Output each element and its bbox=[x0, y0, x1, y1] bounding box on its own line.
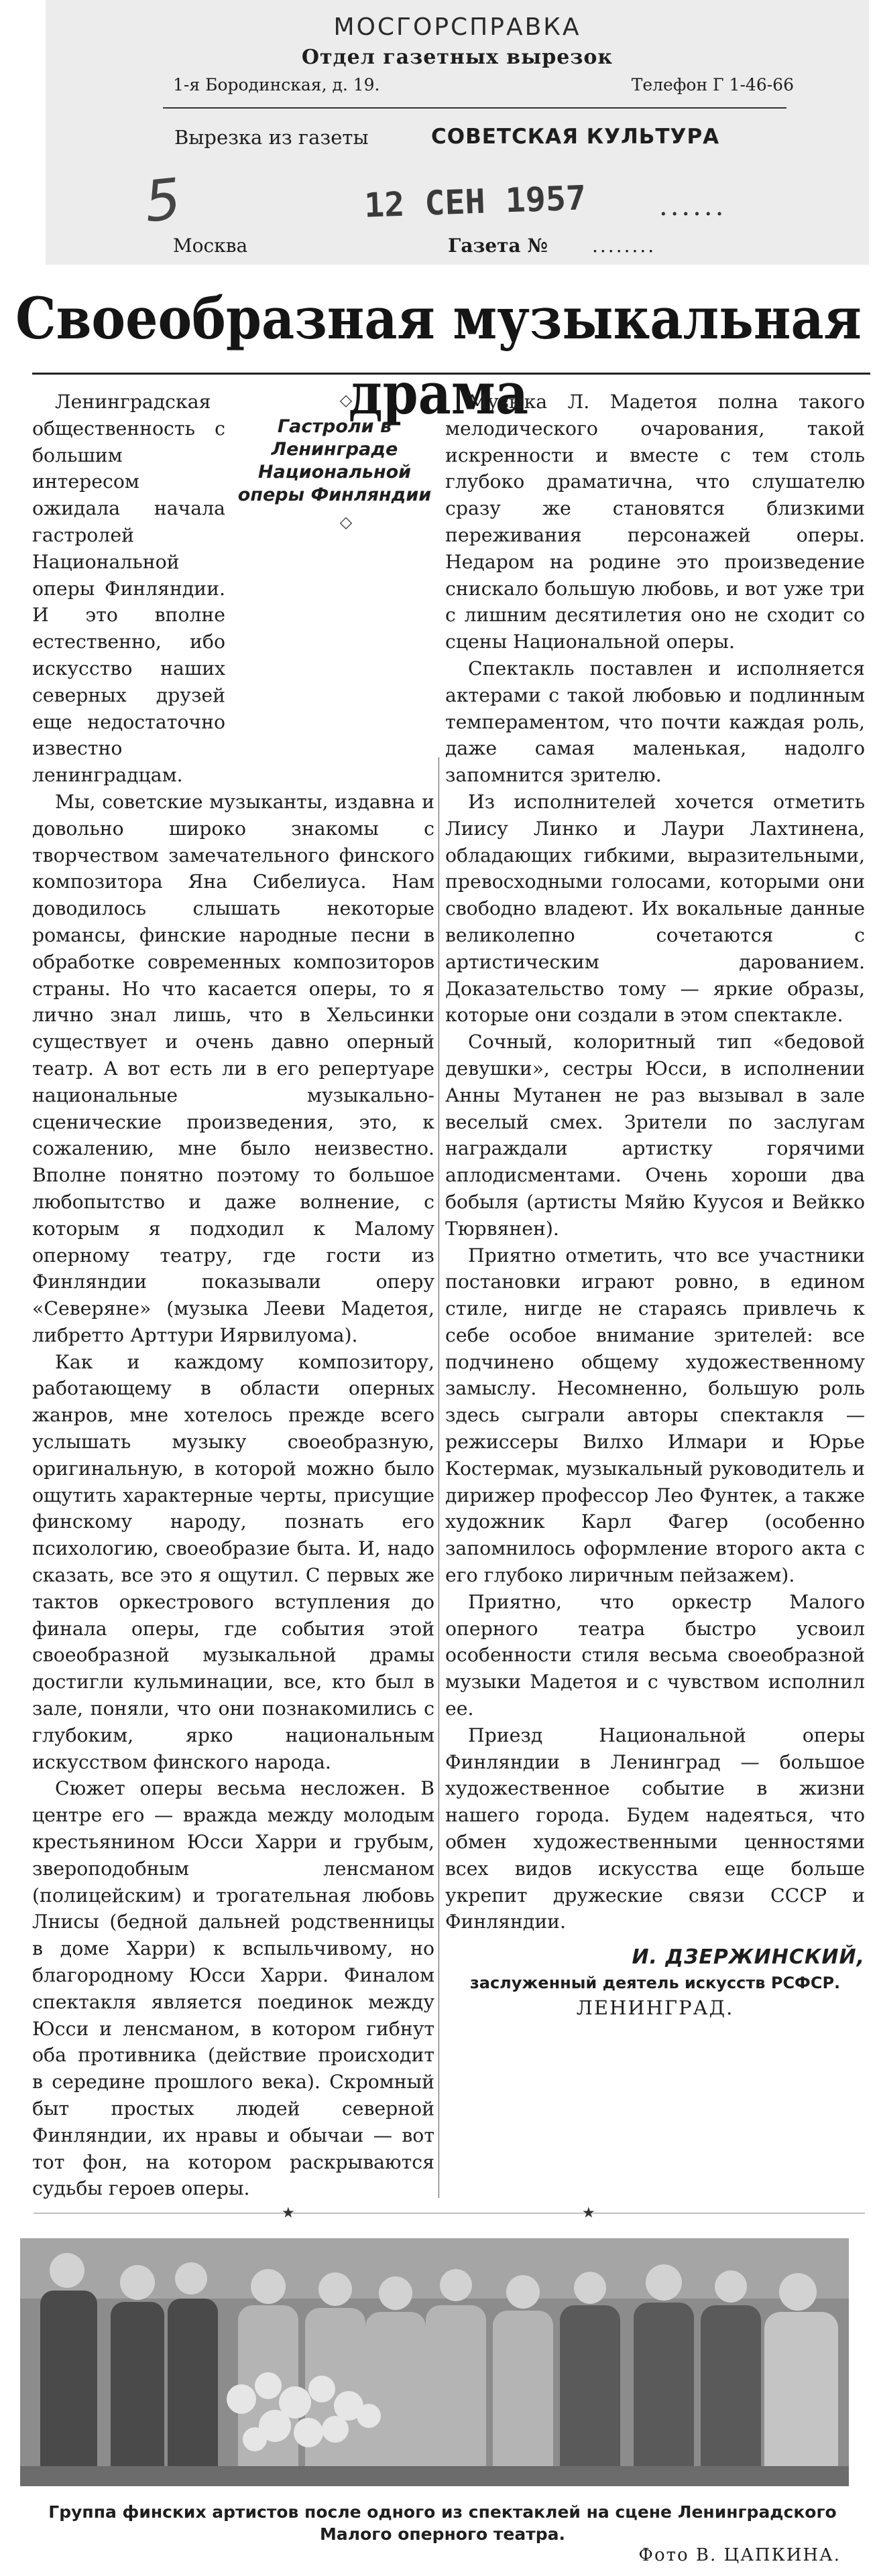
bureau-phone: Телефон Г 1-46-66 bbox=[631, 75, 794, 94]
article-paragraph: Из исполнителей хочется отметить Лиису Линко и Лаури Лахтинена, обладающих гибкими, выразительными, превосходными голосами, которыми они свободно владеют. Их вокальные данные великолепно сочетаются с артистическим дарованием. Доказательство тому — яркие образы, которые они создали в этом спектакле. bbox=[445, 790, 865, 1027]
handwritten-number: 5 bbox=[141, 166, 184, 235]
star-icon: ★ bbox=[582, 2205, 595, 2221]
article-paragraph: Приятно, что оркестр Малого оперного театра быстро усвоил особенности стиля весьма своеобразной музыки Мадетоя и с чувством исполнил ее. bbox=[445, 1590, 865, 1720]
newspaper-source: СОВЕТСКАЯ КУЛЬТУРА bbox=[431, 125, 720, 149]
clip-label: Вырезка из газеты bbox=[174, 126, 369, 149]
bureau-name: МОСГОРСПРАВКА bbox=[333, 13, 581, 41]
article-paragraph: Спектакль поставлен и исполняется актерами с такой любовью и подлинным темпераментом, что почти каждая роль, даже самая маленькая, надолго запомнится зрителю. bbox=[445, 657, 865, 787]
article-paragraph: Сочный, колоритный тип «бедовой девушки», сестры Юсси, в исполнении Анны Мутанен не раз вызывал в зале веселый смех. Зрители по заслугам награждали артистку горячими аплодисментами. Очень хороши два бобыля (артисты Мяйю Куусоя и Вейкко Тюрвянен). bbox=[445, 1031, 865, 1240]
ornament-diamond: ◇ bbox=[339, 391, 353, 409]
city-label: Москва bbox=[173, 235, 248, 257]
article-paragraph: Ленинградская общественность с большим интересом ожидала начала гастролей Национальной оперы Финляндии. И это вполне естественно, ибо искусство наших северных друзей еще недостаточно известно ленинградцам. bbox=[32, 391, 225, 787]
author-signature bbox=[445, 1943, 865, 2021]
photo-credit: Фото В. ЦАПКИНА. bbox=[638, 2545, 841, 2565]
star-icon: ★ bbox=[282, 2205, 295, 2221]
clipping-bureau-slip bbox=[46, 0, 869, 265]
article-column-left bbox=[32, 389, 434, 2200]
article-paragraph: Приезд Национальной оперы Финляндии в Ленинград — большое художественное событие в жизни нашего города. Будем надеяться, что обмен художественными ценностями всех видов искусства еще больше укрепит дружеские связи СССР и Финляндии. bbox=[445, 1724, 865, 1933]
gazeta-number-dots: ........ bbox=[592, 235, 656, 257]
column-separator bbox=[438, 757, 439, 2198]
article-paragraph: Приятно отметить, что все участники постановки играют ровно, в едином стиле, нигде не стараясь привлечь к себе особое внимание зрителей: все подчинено общему художественному замыслу. Несомненно, большую роль здесь сыграли авторы спектакля — режиссеры Вилхо Илмари и Юрье Костермак, музыкальный руководитель и дирижер профессор Лео Фунтек, а также художник Карл Фагер (особенно запомнилось оформление второго акта с его глубоко лиричным пейзажем). bbox=[445, 1244, 866, 1587]
star-divider bbox=[34, 2205, 865, 2225]
headline-rule bbox=[32, 373, 870, 375]
article-paragraph: Сюжет оперы весьма несложен. В центре его — вражда между молодым крестьянином Юсси Харри и грубым, звероподобным ленсманом (полицейским) и трогательная любовь Лнисы (бедной дальней родственницы в доме Харри) к вспыльчивому, но благородному Юсси Харри. Финалом спектакля является поединок между Юсси и ленсманом, в котором гибнут оба противника (действие происходит в середине прошлого века). Скромный быт простых людей северной Финляндии, их нравы и обычаи — вот тот фон, на котором раскрываются судьбы героев оперы. bbox=[32, 1777, 434, 2200]
article-subhead: Гастроли в Ленинграде Национальной оперы Финляндии bbox=[237, 416, 432, 505]
date-stamp: 12 СЕН 1957 bbox=[363, 178, 587, 225]
slip-divider bbox=[163, 107, 786, 109]
ornament-diamond: ◇ bbox=[339, 513, 353, 531]
author-city: ЛЕНИНГРАД. bbox=[576, 1996, 734, 2020]
article-column-right bbox=[445, 389, 865, 2151]
author-title: заслуженный деятель искусств РСФСР. bbox=[469, 1974, 841, 1993]
bureau-department: Отдел газетных вырезок bbox=[301, 46, 613, 69]
article-headline: Своеобразная музыкальная драма bbox=[15, 285, 862, 428]
photo-caption: Группа финских артистов после одного из спектаклей на сцене Ленинградского Малого оперного театра. bbox=[48, 2502, 837, 2544]
subhead-block bbox=[235, 389, 434, 754]
date-stamp-dots: ...... bbox=[659, 191, 727, 222]
article-paragraph: Как и каждому композитору, работающему в области оперных жанров, мне хотелось прежде всего услышать музыку своеобразную, оригинальную, в которой можно было ощутить характерные черты, присущие финскому народу, познать его психологию, своеобразие быта. И, надо сказать, все это я ощутил. С первых же тактов оркестрового вступления до финала оперы, где события этой своеобразной музыкальной драмы достигли кульминации, все, кто был в зале, поняли, что они познакомились с глубоким, ярко национальным искусством финского народа. bbox=[32, 1350, 434, 1773]
article-paragraph: Музыка Л. Мадетоя полна такого мелодического очарования, такой искренности и вместе с тем столь глубоко драматична, что слушателю сразу же становятся близкими переживания персонажей оперы. Недаром на родине это произведение снискало большую любовь, и вот уже три с лишним десятилетия оно не сходит со сцены Национальной оперы. bbox=[445, 391, 865, 653]
gazeta-number-label: Газета № bbox=[448, 235, 548, 257]
group-photo bbox=[20, 2238, 849, 2486]
photo-illustration bbox=[20, 2238, 849, 2486]
article-paragraph: Мы, советские музыканты, издавна и довольно широко знакомы с творчеством замечательного финского композитора Яна Сибелиуса. Нам доводилось слышать некоторые романсы, финские народные песни в обработке современных композиторов страны. Но что касается оперы, то я лично знал лишь, что в Хельсинки существует и очень давно оперный театр. А вот есть ли в его репертуаре национальные музыкально-сценические произведения, это, к сожалению, мне было неизвестно. Вполне понятно поэтому то большое любопытство и даже волнение, с которым я подходил к Малому оперному театру, где гости из Финляндии показывали оперу «Северяне» (музыка Лееви Мадетоя, либретто Арттури Иярвилуома). bbox=[32, 790, 434, 1346]
bureau-address: 1-я Бородинская, д. 19. bbox=[173, 75, 380, 94]
newspaper-clipping bbox=[0, 275, 877, 2576]
author-name: И. ДЗЕРЖИНСКИЙ, bbox=[632, 1945, 865, 1970]
